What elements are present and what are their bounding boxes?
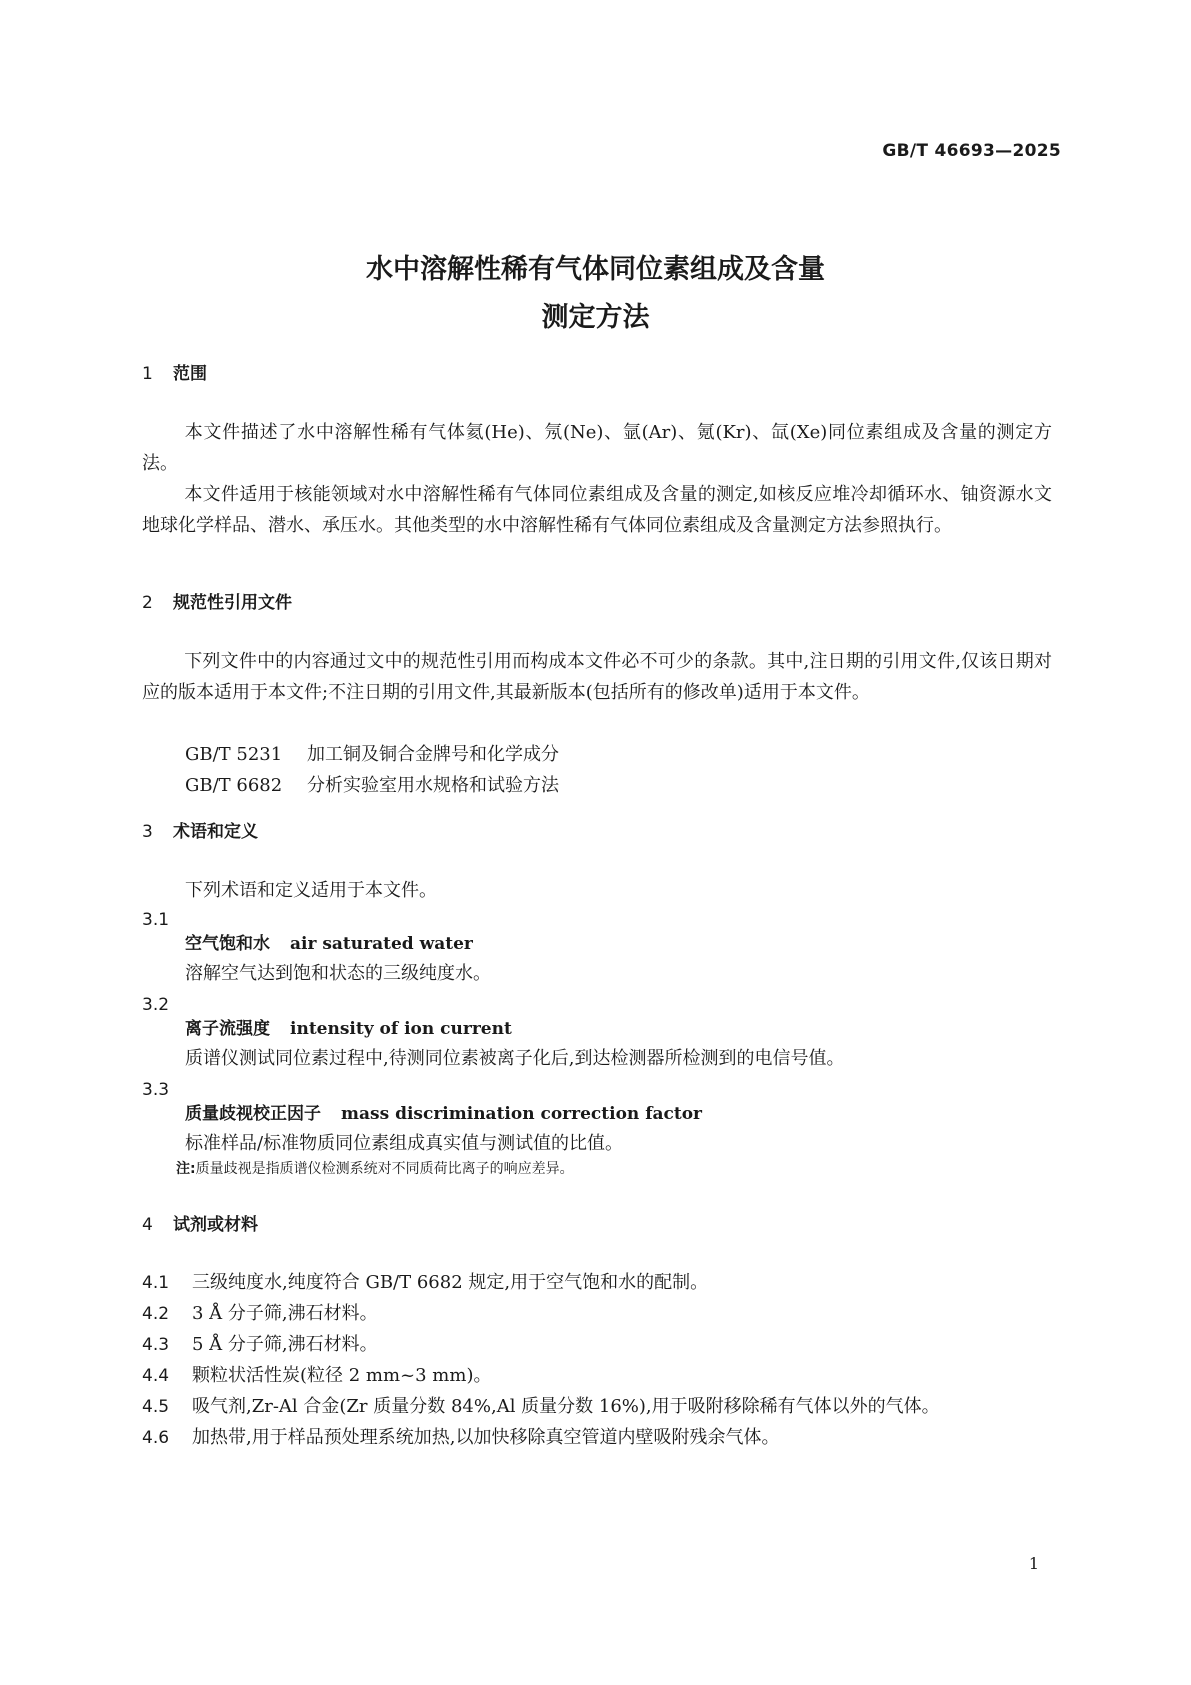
title-line-2: 测定方法 — [541, 302, 650, 333]
section-1-paragraph-2: 本文件适用于核能领域对水中溶解性稀有气体同位素组成及含量的测定,如核反应堆冷却循环水、铀资源水文地球化学样品、潜水、承压水。其他类型的水中溶解性稀有气体同位素组成及含量测定方法参照执行。 — [142, 484, 1052, 536]
list-item: 4.1 三级纯度水,纯度符合 GB/T 6682 规定,用于空气饱和水的配制。 — [142, 1272, 709, 1293]
term-definition: 质谱仪测试同位素过程中,待测同位素被离子化后,到达检测器所检测到的电信号值。 — [185, 1048, 845, 1069]
list-item: 4.4 颗粒状活性炭(粒径 2 mm~3 mm)。 — [142, 1365, 492, 1386]
term-number: 3.2 — [142, 995, 170, 1015]
list-item: 4.6 加热带,用于样品预处理系统加热,以加快移除真空管道内壁吸附残余气体。 — [142, 1427, 780, 1448]
term-definition: 标准样品/标准物质同位素组成真实值与测试值的比值。 — [185, 1133, 624, 1154]
section-3-intro: 下列术语和定义适用于本文件。 — [185, 880, 437, 901]
term-number: 3.1 — [142, 910, 170, 930]
reference-item: GB/T 5231 加工铜及铜合金牌号和化学成分 — [185, 744, 559, 765]
term-title: 离子流强度 intensity of ion current — [185, 1019, 512, 1039]
list-item: 4.2 3 Å 分子筛,沸石材料。 — [142, 1303, 378, 1324]
list-item: 4.3 5 Å 分子筛,沸石材料。 — [142, 1334, 378, 1355]
term-definition: 溶解空气达到饱和状态的三级纯度水。 — [185, 963, 491, 984]
list-item: 4.5 吸气剂,Zr-Al 合金(Zr 质量分数 84%,Al 质量分数 16%),用于吸附移除稀有气体以外的气体。 — [142, 1396, 940, 1417]
reference-item: GB/T 6682 分析实验室用水规格和试验方法 — [185, 775, 559, 796]
page-number: 1 — [1028, 1554, 1039, 1573]
standard-number: GB/T 46693—2025 — [882, 141, 1061, 161]
section-3-heading: 3 术语和定义 — [142, 822, 258, 842]
term-number: 3.3 — [142, 1080, 170, 1100]
document-title — [0, 246, 1191, 342]
section-2-heading: 2 规范性引用文件 — [142, 593, 292, 613]
section-2-paragraph-1: 下列文件中的内容通过文中的规范性引用而构成本文件必不可少的条款。其中,注日期的引用文件,仅该日期对应的版本适用于本文件;不注日期的引用文件,其最新版本(包括所有的修改单)适用于本文件。 — [142, 651, 1052, 703]
section-1-paragraph-1: 本文件描述了水中溶解性稀有气体氦(He)、氖(Ne)、氩(Ar)、氪(Kr)、氙(Xe)同位素组成及含量的测定方法。 — [142, 422, 1052, 474]
term-note: 注:质量歧视是指质谱仪检测系统对不同质荷比离子的响应差异。 — [176, 1161, 574, 1177]
section-1-heading: 1 范围 — [142, 364, 207, 384]
section-4-heading: 4 试剂或材料 — [142, 1215, 258, 1235]
term-title: 质量歧视校正因子 mass discrimination correction factor — [185, 1104, 703, 1124]
term-title: 空气饱和水 air saturated water — [185, 934, 473, 954]
title-line-1: 水中溶解性稀有气体同位素组成及含量 — [366, 254, 825, 285]
